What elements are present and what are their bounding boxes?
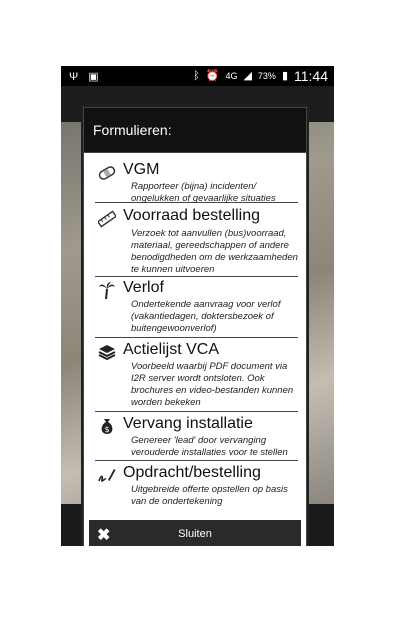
sim-icon: ▣ [88, 71, 99, 83]
status-bar [61, 66, 334, 86]
item-description: Voorbeeld waarbij PDF document via I2R server wordt ontsloten. Ook brochures en video-bestanden kunnen worden bekeken [131, 361, 294, 408]
phone-screen [61, 66, 334, 546]
list-item-voorraad-bestelling[interactable] [95, 203, 298, 277]
background-app [61, 86, 334, 546]
alarm-icon: ⏰ [205, 70, 220, 82]
stack-icon [98, 343, 116, 361]
close-button-label: Sluiten [178, 528, 212, 540]
signal-icon: ◢ [243, 70, 252, 82]
item-title: Actielijst VCA [123, 341, 220, 358]
usb-icon: Ψ [69, 71, 79, 83]
list-item-actielijst-vca[interactable] [95, 338, 298, 412]
dialog-title: Formulieren: [84, 108, 306, 152]
item-description: Uitgebreide offerte opstellen op basis van de ondertekening [131, 484, 288, 507]
battery-percent: 73% [257, 71, 276, 81]
item-description: Verzoek tot aanvullen (bus)voorraad, materiaal, gereedschappen of andere benodigdheden om de werkzaamheden te kunnen uitvoeren [131, 228, 298, 275]
item-title: Verlof [123, 279, 164, 296]
item-title: Vervang installatie [123, 415, 253, 432]
divider [84, 152, 306, 153]
item-title: Voorraad bestelling [123, 207, 260, 224]
ruler-icon [98, 210, 116, 228]
item-description: Rapporteer (bijna) incidenten/ ongelukken of gevaarlijke situaties [131, 181, 276, 204]
item-description: Ondertekende aanvraag voor verlof (vakantiedagen, doktersbezoek of buitengewoonverlof) [131, 299, 281, 334]
forms-dialog [83, 107, 307, 546]
close-icon: ✖ [97, 527, 111, 544]
list-item-vervang-installatie[interactable] [95, 412, 298, 461]
list-item-verlof[interactable] [95, 277, 298, 338]
signature-icon [98, 466, 116, 484]
item-title: VGM [123, 161, 160, 178]
list-item-vgm[interactable] [95, 154, 298, 203]
clock: 11:44 [294, 68, 328, 84]
svg-text:$: $ [104, 425, 110, 434]
palm-tree-icon [98, 281, 116, 299]
item-description: Genereer 'lead' door vervanging verouderde installaties voor te stellen [131, 435, 288, 458]
forms-list[interactable] [84, 154, 306, 519]
network-type: 4G [225, 71, 238, 81]
item-title: Opdracht/bestelling [123, 464, 261, 481]
battery-icon: ▮ [281, 70, 288, 82]
list-item-opdracht-bestelling[interactable] [95, 461, 298, 519]
close-button[interactable] [89, 520, 301, 546]
money-bag-icon [98, 417, 116, 435]
bandage-icon [98, 164, 116, 182]
bluetooth-icon: ᛒ [193, 70, 200, 82]
